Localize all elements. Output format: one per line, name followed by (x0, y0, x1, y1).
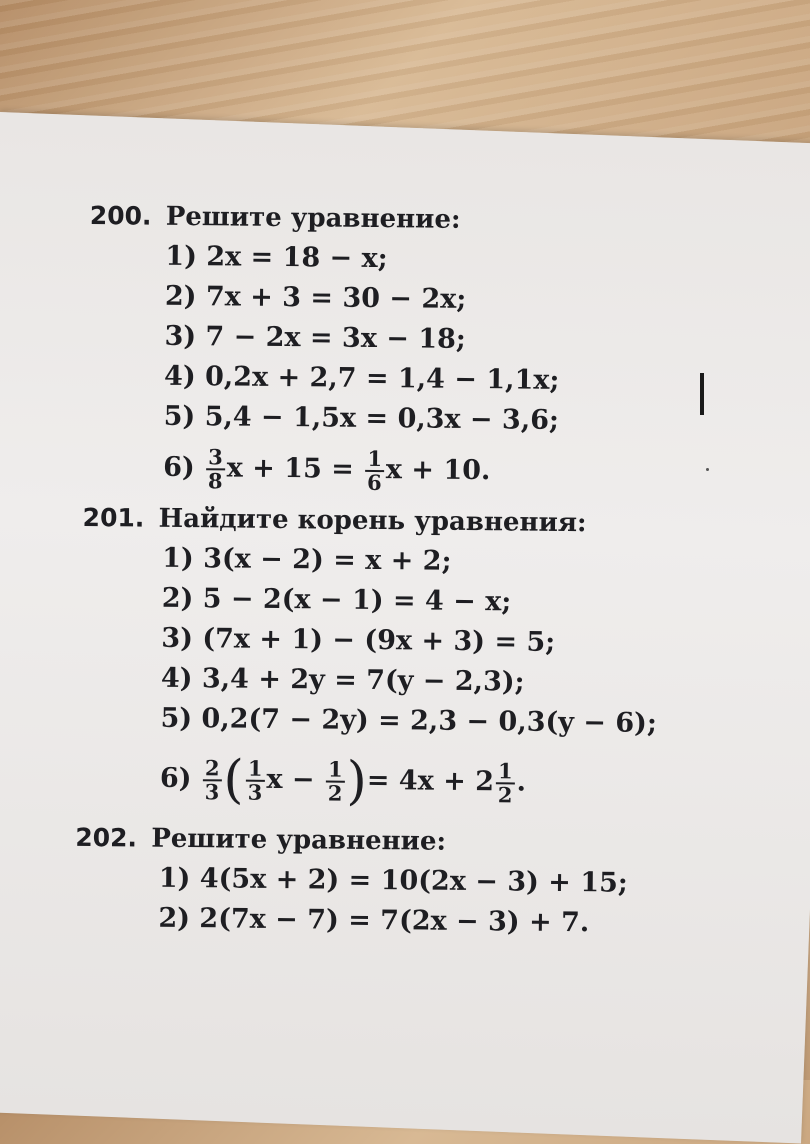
equation-item: 2) 7x + 3 = 30 − 2x; (164, 280, 467, 315)
problem-200-header (90, 196, 690, 242)
equation-rhs: = 4x + 2 (366, 764, 495, 798)
fraction: $\frac{2}{3}$ (204, 754, 220, 804)
problem-title: Решите уравнение: (165, 201, 461, 235)
problem-202-header (75, 818, 683, 864)
equation-item: 5) 5,4 − 1,5x = 0,3x − 3,6; (163, 400, 560, 436)
fraction: $\frac{1}{6}$ (367, 445, 383, 495)
item-label: 6) (159, 762, 192, 795)
problem-title: Найдите корень уравнения: (158, 503, 587, 539)
equation-item-fraction (83, 738, 684, 824)
equation-item-fraction (87, 436, 688, 504)
left-paren: ( (223, 749, 245, 811)
equation-item: 1) 3(x − 2) = x + 2; (162, 542, 452, 577)
equation-item: 3) (7x + 1) − (9x + 3) = 5; (161, 622, 556, 658)
equation-item: 1) 2x = 18 − x; (165, 240, 388, 275)
pen-mark (700, 373, 704, 415)
equation-item: 1) 4(5x + 2) = 10(2x − 3) + 15; (158, 862, 628, 899)
equation-item: 2) 5 − 2(x − 1) = 4 − x; (161, 582, 512, 618)
problem-number: 202. (75, 822, 138, 853)
equation-item: 4) 0,2x + 2,7 = 1,4 − 1,1x; (163, 360, 560, 396)
right-paren: ) (346, 751, 368, 812)
equation-item: 5) 0,2(7 − 2y) = 2,3 − 0,3(y − 6); (160, 702, 658, 739)
equation-middle: x + 15 = (226, 452, 355, 485)
fraction: $\frac{1}{2}$ (497, 757, 513, 807)
equation-item: 3) 7 − 2x = 3x − 18; (164, 320, 467, 355)
equation-middle: x − (266, 763, 315, 796)
problem-number: 201. (82, 502, 145, 533)
equation-item: 4) 3,4 + 2y = 7(y − 2,3); (160, 662, 525, 698)
fraction: $\frac{1}{3}$ (247, 755, 263, 805)
fraction: $\frac{3}{8}$ (207, 443, 224, 493)
item-label: 6) (163, 451, 195, 484)
exercise-list (75, 196, 690, 944)
equation-item: 2) 2(7x − 7) = 7(2x − 3) + 7. (158, 902, 590, 939)
problem-title: Решите уравнение: (151, 823, 447, 857)
problem-number: 200. (89, 200, 152, 231)
pen-dot (706, 468, 709, 471)
fraction: $\frac{1}{2}$ (327, 756, 343, 806)
problem-201-header (82, 498, 686, 544)
equation-end: . (516, 766, 527, 798)
equation-tail: x + 10. (385, 454, 491, 487)
